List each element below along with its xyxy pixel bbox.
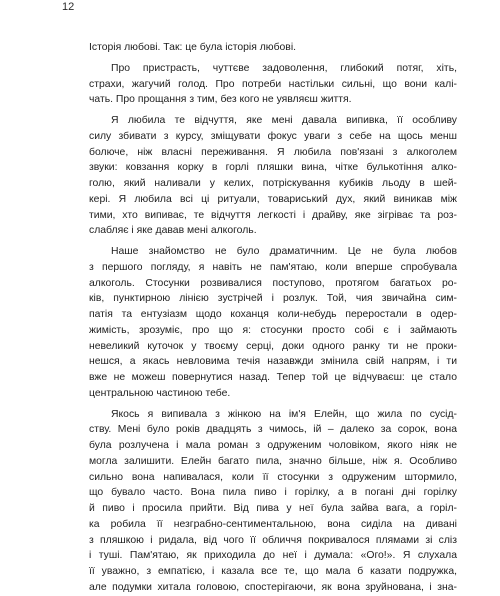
text-line: звуки: ковзання корку в горлі пляшки вина, чітке булькотіння алко-: [89, 162, 457, 174]
text-line: і туші. Пам'ятаю, як приходила до неї і думала: «Ого!». Я слухала: [89, 550, 457, 562]
text-line: алкоголь. Стосунки розвивалися поступово, протягом багатьох ро-: [89, 277, 457, 289]
text-line: ству. Мені було років двадцять з чимось, ій – далеко за сорок, вона: [89, 424, 457, 436]
paragraph: [89, 61, 457, 108]
text-line: силу збивати з курсу, зміщувати фокус уваги з себе на щось менш: [89, 130, 457, 142]
text-line: Історія любові. Так: це була історія любові.: [89, 42, 297, 53]
text-line: вже не можеш повернутися назад. Тепер той це відчуваєш: це стало: [89, 372, 457, 383]
text-line: Наше знайомство не було драматичним. Це не була любов: [111, 246, 457, 257]
text-line: болюче, ніж власні переживання. Я любила пов'язані з алкоголем: [89, 146, 457, 158]
text-line: що бувало часто. Вона пила пиво і горілку, а в погані дні горілку: [89, 487, 457, 499]
text-line: Якось я випивала з жінкою на ім'я Елейн, що жила по сусід-: [111, 408, 457, 420]
text-line: центральною частиною тебе.: [89, 387, 231, 399]
text-line: ка робила її незграбно-сентиментальною, вона сиділа на дивані: [89, 518, 457, 530]
text-line: була розлучена і мала роман з одруженим чоловіком, якого ніяк не: [89, 440, 457, 451]
text-line: її уважно, з емпатією, і казала все те, що мала б казати подружка,: [89, 566, 457, 577]
paragraph: [89, 40, 457, 56]
text-line: жимість, зрозуміє, про що я: стосунки просто собі є і займають: [89, 324, 457, 336]
text-line: патія та ентузіазм щодо коханця коли-небудь переростали в одер-: [89, 309, 457, 320]
paragraph: [89, 244, 457, 402]
text-line: Я любила те відчуття, яке мені давала випивка, її особливу: [111, 115, 457, 126]
text-line: страхи, жагучий голод. Про потреби настільки сильні, що вони калі-: [89, 78, 457, 90]
text-line: слабляє і яке давав мені алкоголь.: [89, 225, 257, 237]
text-line: й пиво і просила прийти. Від пива у неї була зайва вага, а горіл-: [89, 503, 457, 514]
text-line: але подумки хитала головою, спостерігаючи, як вона зруйнована, і зна-: [89, 581, 457, 593]
text-line: невеликий куточок у твоєму серці, доки одного ранку ти не проки-: [89, 340, 457, 352]
text-line: кері. Я любила всі ці ритуали, товариський дух, який виникав між: [89, 193, 457, 205]
text-line: чать. Про прощання з тим, без кого не уявляєш життя.: [89, 94, 352, 106]
paragraph: [89, 407, 457, 596]
text-line: нешся, а якась невловима течія назавжди змінила свій напрям, і ти: [89, 356, 457, 368]
text-line: могла залишити. Елейн багато пила, значно більше, ніж я. Особливо: [89, 455, 457, 467]
text-line: з першого погляду, я навіть не пам'ятаю, коли вперше спробувала: [89, 261, 457, 273]
text-line: голю, який наливали у келих, потріскування кубиків льоду в шей-: [89, 178, 457, 189]
text-line: тими, хто випиває, те відчуття легкості і драйву, яке зігріває та роз-: [89, 209, 457, 221]
page-number: 12: [62, 1, 75, 13]
body-text: [89, 40, 457, 596]
text-line: сильно вона напивалася, коли її стосунки з одруженим штормило,: [89, 471, 457, 483]
text-line: Про пристрасть, чуттєве задоволення, глибокий потяг, хіть,: [111, 62, 457, 74]
text-line: з пляшкою і ридала, від чого її обличчя покривалося плямами зі сліз: [89, 534, 457, 546]
text-line: ків, пунктирною лінією зустрічей і розлук. Той, чия звичайна сим-: [89, 293, 457, 305]
paragraph: [89, 113, 457, 239]
